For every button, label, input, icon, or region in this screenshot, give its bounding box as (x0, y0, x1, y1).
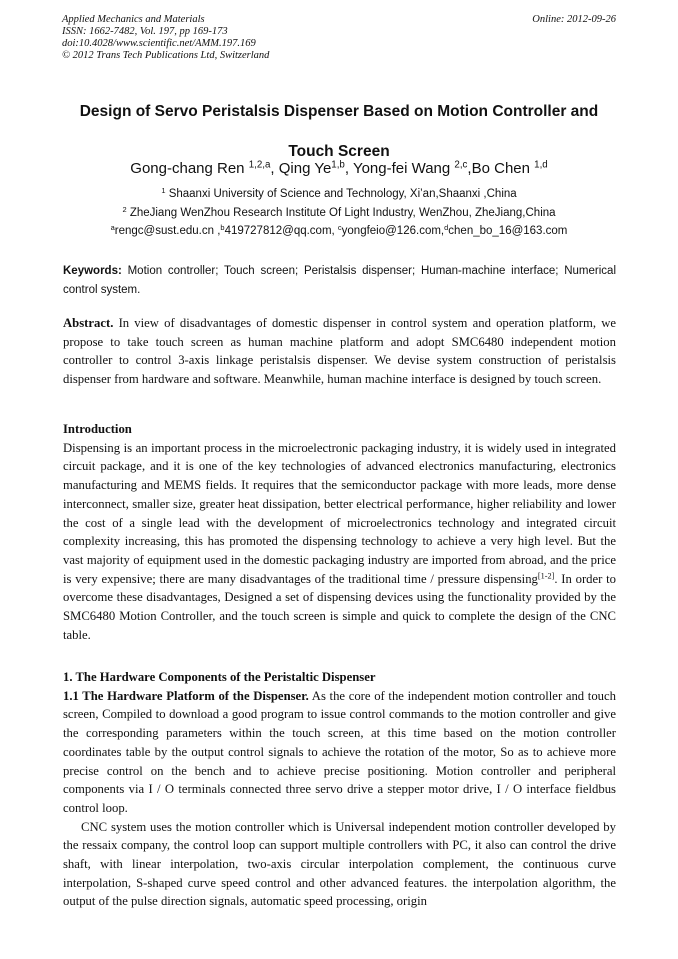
author-name: Bo Chen (471, 160, 530, 177)
title-line-2: Touch Screen (288, 143, 390, 160)
author-affiliation-mark: 1,d (534, 159, 548, 171)
author-name: Yong-fei Wang (352, 160, 451, 177)
affiliation-2 (40, 204, 638, 219)
email-line (40, 222, 638, 237)
citation-ref: [1-2] (537, 571, 555, 581)
abstract-label: Abstract. (63, 316, 114, 330)
abstract-text: In view of disadvantages of domestic dispenser in control system and operation platform, we propose to take touch screen as human machine platform and adopt SMC6480 independent motion controller to control 3-axis linkage peristalsis dispenser. We devise system construction of peristalsis dispenser from hardware and software. Meanwhile, human machine interface is designed by touch screen. (63, 316, 616, 387)
affiliation-number: 1 (161, 185, 166, 195)
journal-header (62, 14, 616, 62)
author-affiliation-mark: 2,c (454, 159, 468, 171)
section-1-1-text: As the core of the independent motion controller and touch screen, Compiled to download a good program to issue control commands to the motion controller and give the corresponding parameters within the touch screen, at this time based on the motion controller coordinates table by the output control signals to achieve the rotation of the motor, So as to achieve more precise control on the bench and to achieve precise positioning. Motion controller and peripheral components via I / O terminals connected three servo drive a stepper motor drive, I / O interface fieldbus control loop. (63, 688, 616, 815)
title-line-1: Design of Servo Peristalsis Dispenser Based on Motion Controller and (79, 103, 599, 120)
author-name: Qing Ye (278, 160, 332, 177)
online-date: Online: 2012-09-26 (532, 14, 616, 25)
keywords-block (63, 262, 616, 300)
doi-line: doi:10.4028/www.scientific.net/AMM.197.169 (62, 38, 256, 49)
email-mark: a (110, 222, 115, 232)
affiliation-number: 2 (122, 204, 127, 214)
affiliation-1 (40, 185, 638, 200)
introduction-section (63, 420, 616, 644)
author-affiliation-mark: 1,b (331, 159, 345, 171)
abstract-block (63, 314, 616, 389)
author-name: Gong-chang Ren (130, 160, 245, 177)
section-1-1-paragraph (63, 687, 616, 818)
affiliation-text: Shaanxi University of Science and Technology, Xi’an,Shaanxi ,China (168, 188, 517, 200)
issn-line: ISSN: 1662-7482, Vol. 197, pp 169-173 (62, 26, 228, 37)
author-affiliation-mark: 1,2,a (248, 159, 271, 171)
introduction-text: Dispensing is an important process in the microelectronic packaging industry, it is widely used in integrated circuit package, and it is one of the key technologies of advanced electronics manufacturing, electronics manufacturing and MEMS fields. It requires that the semiconductor package with more leads, more dense interconnect, smaller size, greater heat dissipation, better electrical performance, higher reliability and lower the cost of a single lead with the development of microelectronics technology and integrated circuit complexity increasing, this has promoted the dispensing technology to achieve a very high level. But the vast majority of equipment used in the domestic packaging industry are imported from abroad, and the price is very expensive; there are many disadvantages of the traditional time / pressure dispensing (63, 440, 616, 586)
email-mark: b (220, 222, 225, 232)
email-address: chen_bo_16@163.com (448, 225, 568, 237)
email-address: 419727812@qq.com, (224, 225, 338, 237)
introduction-heading: Introduction (63, 422, 132, 436)
email-mark: c (337, 222, 342, 232)
section-1-1-paragraph-2: CNC system uses the motion controller which is Universal independent motion controller developed by the ressaix company, the control loop can support multiple controllers with PC, it also can control the drive shaft, with linear interpolation, two-axis circular interpolation complement, the continuous curve interpolation, S-shaped curve speed control and other advanced features. the interpolation algorithm, the output of the pulse direction signals, automatic speed processing, origin (63, 819, 616, 909)
email-address: rengc@sust.edu.cn , (114, 225, 221, 237)
section-1-heading: 1. The Hardware Components of the Peristaltic Dispenser (63, 670, 376, 684)
keywords-text: Motion controller; Touch screen; Peristalsis dispenser; Human-machine interface; Numerical control system. (63, 265, 616, 296)
author-list: Gong-chang Ren $^{1,2,a}$, Qing Ye$^{1,b}$, Yong-fei Wang $^{2,c}$,Bo Chen $^{1,d}$ (130, 159, 548, 177)
keywords-label: Keywords: (63, 265, 122, 277)
section-1 (63, 668, 616, 911)
journal-name: Applied Mechanics and Materials (62, 14, 205, 25)
email-address: yongfeio@126.com, (341, 225, 445, 237)
introduction-text-cont: . In order to overcome these disadvantages, Designed a set of dispensing devices using the functionality provided by the SMC6480 Motion Controller, and the touch screen is simple and quick to complete the design of the CNC table. (63, 571, 616, 642)
email-mark: d (444, 222, 449, 232)
introduction-paragraph (63, 439, 616, 645)
copyright-line: © 2012 Trans Tech Publications Ltd, Switzerland (62, 50, 270, 61)
subsection-1-1-heading: 1.1 The Hardware Platform of the Dispenser. (63, 688, 309, 703)
affiliation-text: ZheJiang WenZhou Research Institute Of Light Industry, WenZhou, ZheJiang,China (129, 207, 556, 219)
